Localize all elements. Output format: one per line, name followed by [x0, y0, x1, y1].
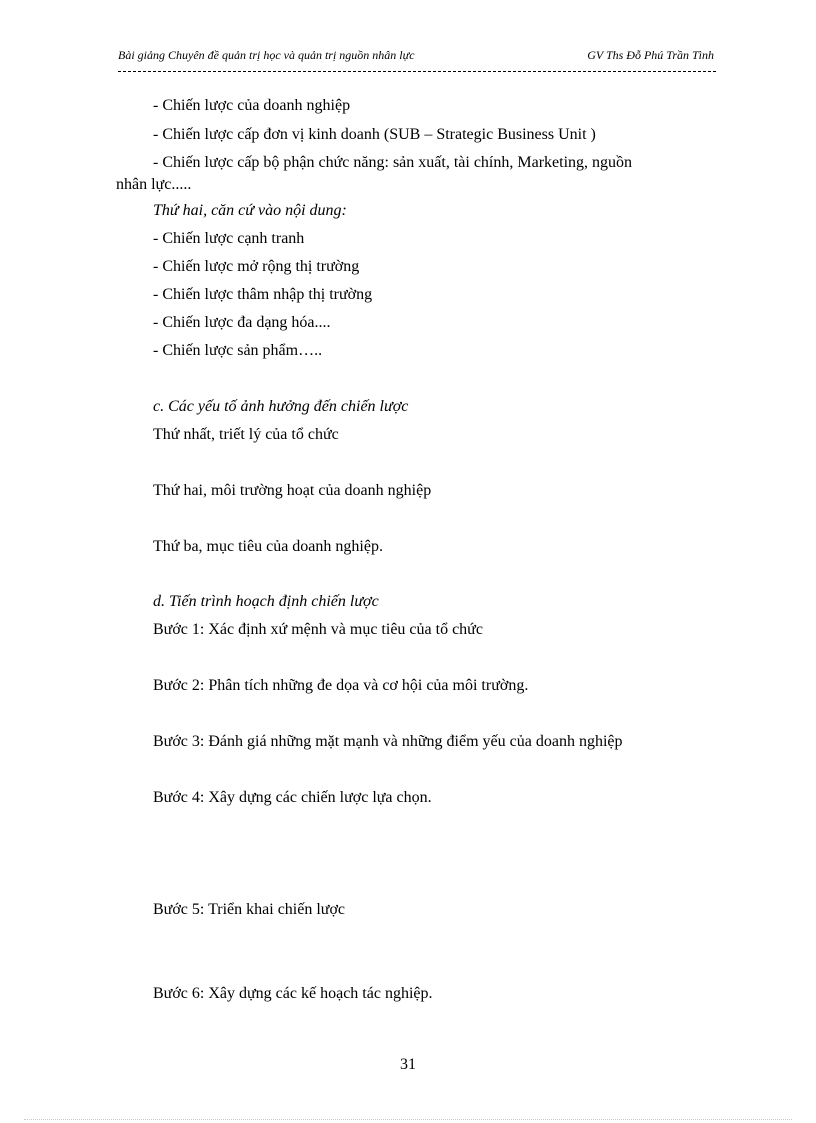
factor-item: Thứ hai, môi trường hoạt của doanh nghiệp	[153, 482, 432, 499]
factor-item: Thứ ba, mục tiêu của doanh nghiệp.	[153, 538, 383, 555]
section-d-title: d. Tiến trình hoạch định chiến lược	[153, 593, 379, 610]
content-criterion-heading: Thứ hai, căn cứ vào nội dung:	[153, 202, 347, 219]
planning-step: Bước 6: Xây dựng các kế hoạch tác nghiệp.	[153, 985, 433, 1002]
list-item-functional-strategy: - Chiến lược cấp bộ phận chức năng: sản xuất, tài chính, Marketing, nguồn	[153, 154, 633, 171]
planning-step: Bước 5: Triển khai chiến lược	[153, 901, 346, 918]
list-item-functional-strategy-cont: nhân lực.....	[116, 176, 192, 193]
list-item-sbu-strategy: - Chiến lược cấp đơn vị kinh doanh (SUB – Strategic Business Unit )	[153, 126, 596, 143]
factor-item: Thứ nhất, triết lý của tổ chức	[153, 426, 339, 443]
list-item-competitive-strategy: - Chiến lược cạnh tranh	[153, 230, 305, 247]
list-item-market-expansion: - Chiến lược mở rộng thị trường	[153, 258, 360, 275]
list-item-diversification: - Chiến lược đa dạng hóa....	[153, 314, 331, 331]
header-course-title: Bài giảng Chuyên đề quản trị học và quản trị nguồn nhân lực	[118, 48, 415, 62]
list-item-product-strategy: - Chiến lược sản phẩm…..	[153, 342, 323, 359]
planning-step: Bước 4: Xây dựng các chiến lược lựa chọn.	[153, 789, 432, 806]
planning-step: Bước 3: Đánh giá những mặt mạnh và những điểm yếu của doanh nghiệp	[153, 733, 623, 750]
page-header	[118, 48, 714, 64]
section-c-title: c. Các yếu tố ảnh hưởng đến chiến lược	[153, 398, 409, 415]
list-item-enterprise-strategy: - Chiến lược của doanh nghiệp	[153, 97, 351, 114]
planning-step: Bước 2: Phân tích những đe dọa và cơ hội của môi trường.	[153, 677, 529, 694]
planning-step: Bước 1: Xác định xứ mệnh và mục tiêu của tổ chức	[153, 621, 483, 638]
list-item-market-penetration: - Chiến lược thâm nhập thị trường	[153, 286, 373, 303]
header-divider	[118, 71, 716, 72]
header-lecturer: GV Ths Đỗ Phú Trần Tình	[587, 48, 714, 62]
page-bottom-edge	[24, 1119, 792, 1120]
page-number: 31	[400, 1056, 416, 1073]
